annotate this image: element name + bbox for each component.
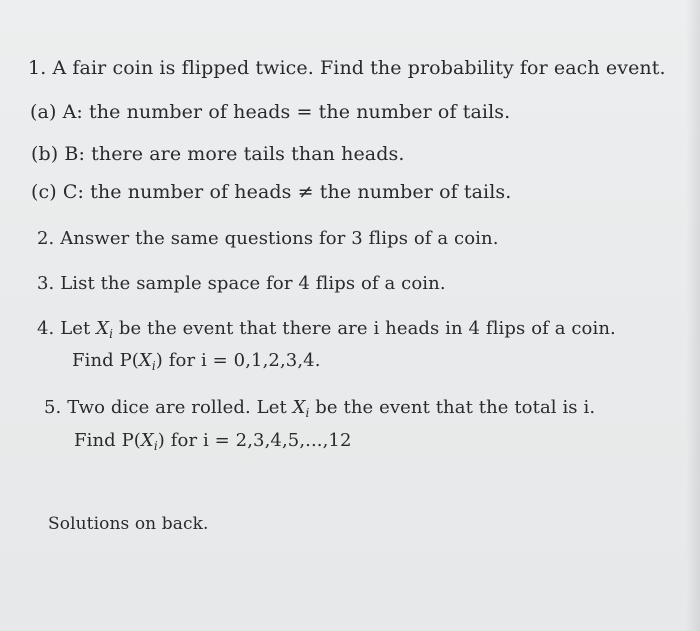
variable-subscript: i bbox=[109, 327, 114, 341]
variable-x: X bbox=[140, 430, 154, 451]
question-5-suffix: be the event that the total is i. bbox=[309, 397, 596, 418]
variable-x: X bbox=[96, 318, 110, 339]
question-5-line-2 bbox=[74, 430, 352, 457]
question-4-find-prefix: Find P( bbox=[72, 350, 139, 371]
page-edge-shadow bbox=[686, 0, 700, 631]
question-4-suffix: be the event that there are i heads in 4 flips of a coin. bbox=[113, 318, 616, 339]
question-1c-suffix: the number of tails. bbox=[313, 181, 512, 203]
question-3: 3. List the sample space for 4 flips of a coin. bbox=[37, 273, 446, 294]
question-4-line-2 bbox=[72, 350, 321, 377]
question-1c-prefix: (c) C: the number of heads bbox=[31, 181, 298, 203]
solutions-note: Solutions on back. bbox=[48, 514, 209, 534]
variable-x: X bbox=[292, 397, 306, 418]
question-5-find-prefix: Find P( bbox=[74, 430, 141, 451]
variable-subscript: i bbox=[151, 359, 156, 373]
question-5-prefix: 5. Two dice are rolled. Let bbox=[44, 397, 293, 418]
question-4-line-1 bbox=[37, 318, 616, 345]
not-equal-symbol: ≠ bbox=[297, 181, 314, 203]
question-5-line-1 bbox=[44, 397, 595, 424]
question-1-heading: 1. A fair coin is flipped twice. Find the probability for each event. bbox=[28, 57, 666, 79]
question-5-find-suffix: ) for i = 2,3,4,5,...,12 bbox=[157, 430, 352, 451]
variable-subscript: i bbox=[153, 439, 158, 453]
variable-subscript: i bbox=[305, 406, 310, 420]
variable-x: X bbox=[138, 350, 152, 371]
question-1b: (b) B: there are more tails than heads. bbox=[31, 143, 405, 165]
question-2: 2. Answer the same questions for 3 flips of a coin. bbox=[37, 228, 499, 249]
question-4-find-suffix: ) for i = 0,1,2,3,4. bbox=[155, 350, 321, 371]
question-1a: (a) A: the number of heads = the number of tails. bbox=[30, 101, 511, 123]
question-4-prefix: 4. Let bbox=[37, 318, 97, 339]
question-1c bbox=[31, 181, 511, 203]
